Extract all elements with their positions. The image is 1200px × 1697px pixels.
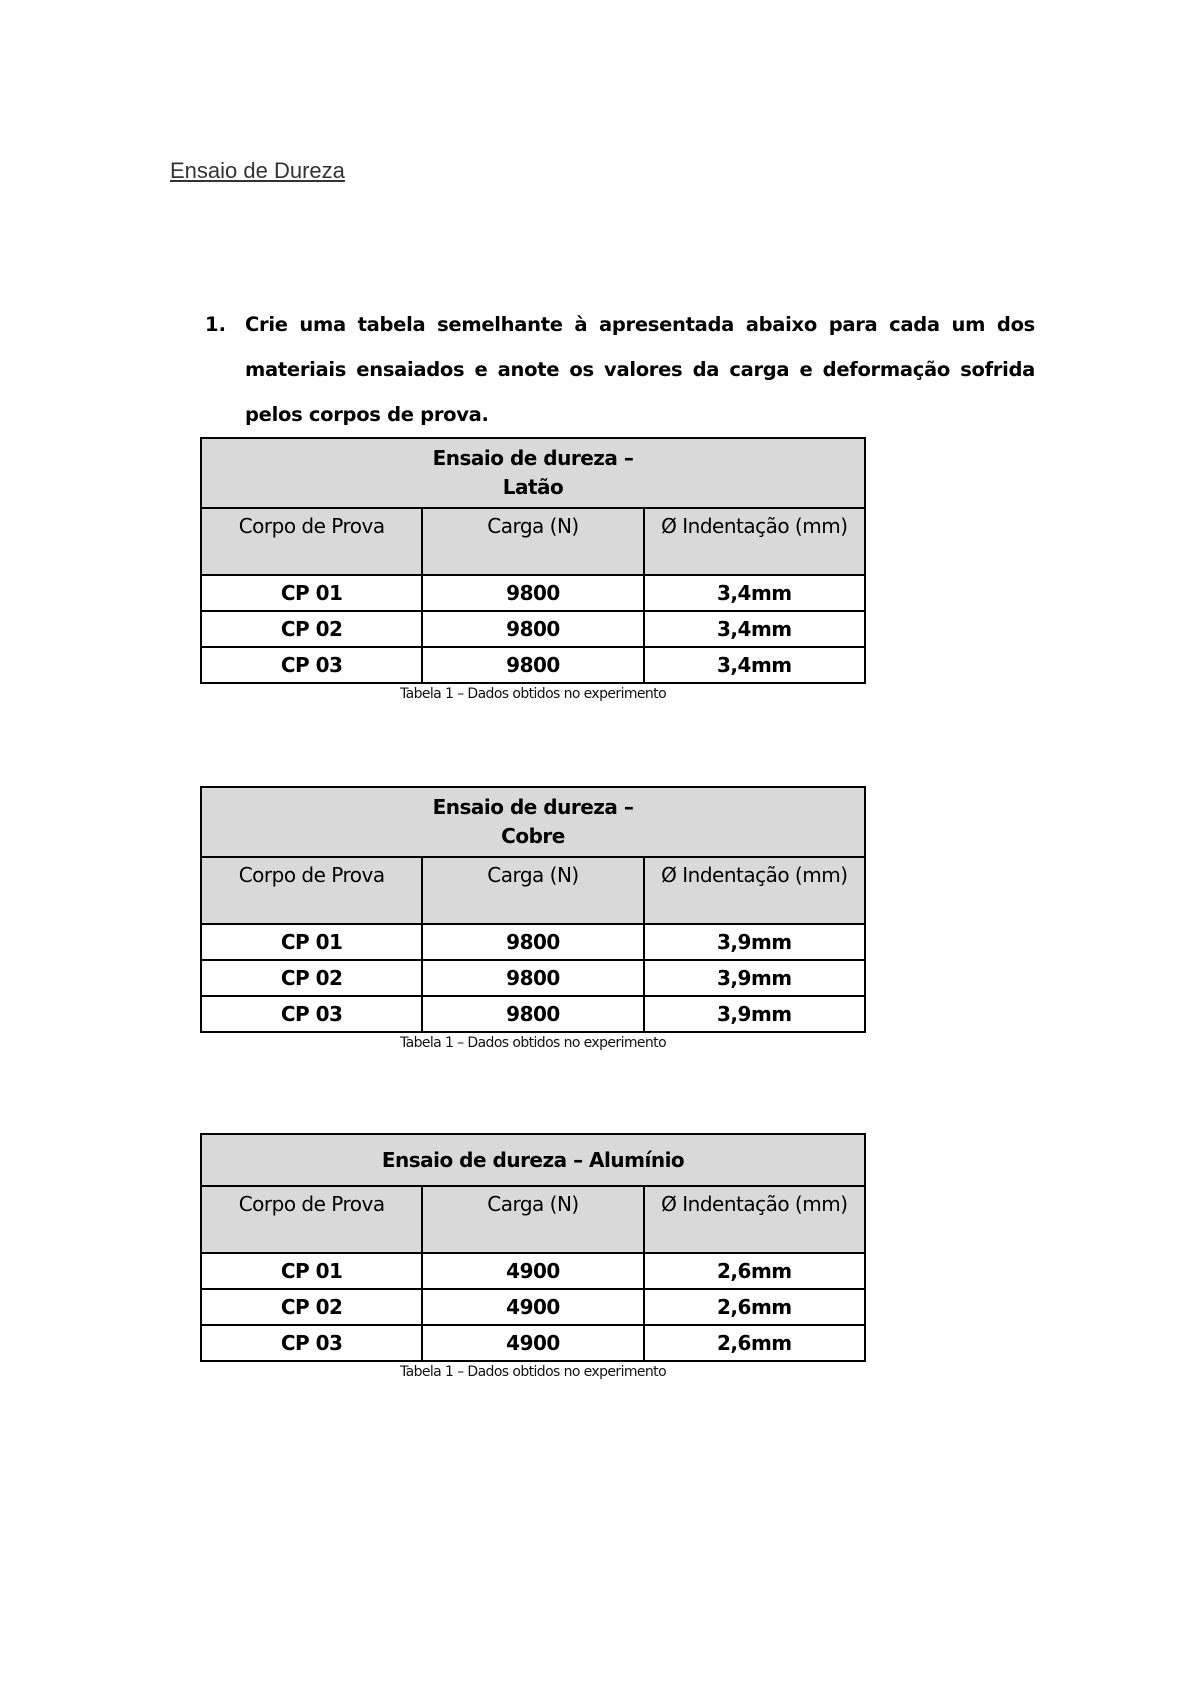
table-row xyxy=(201,575,865,611)
question-text: Crie uma tabela semelhante à apresentada abaixo para cada um dos materiais ensaiados e anote os valores da carga e deformação sofrida pelos corpos de prova. xyxy=(245,313,1035,426)
question-item xyxy=(205,302,1035,437)
table-block-latao xyxy=(200,437,866,702)
table-title xyxy=(201,787,865,857)
cell-indentacao: 3,4mm xyxy=(644,647,865,683)
cell-indentacao: 3,9mm xyxy=(644,996,865,1032)
table-title-text: Ensaio de dureza – xyxy=(432,446,634,470)
column-header-indentacao: Ø Indentação (mm) xyxy=(644,508,865,575)
cell-carga: 4900 xyxy=(422,1325,643,1361)
column-header-corpo: Corpo de Prova xyxy=(201,857,422,924)
table-caption: Tabela 1 – Dados obtidos no experimento xyxy=(399,686,667,702)
hardness-table-aluminio xyxy=(200,1133,866,1362)
cell-cp: CP 01 xyxy=(201,575,422,611)
table-row xyxy=(201,996,865,1032)
table-row xyxy=(201,1325,865,1361)
column-header-corpo: Corpo de Prova xyxy=(201,1186,422,1253)
cell-indentacao: 2,6mm xyxy=(644,1289,865,1325)
table-material: Latão xyxy=(502,475,564,499)
cell-cp: CP 03 xyxy=(201,996,422,1032)
table-block-cobre xyxy=(200,786,866,1051)
hardness-table-cobre xyxy=(200,786,866,1033)
cell-indentacao: 3,4mm xyxy=(644,575,865,611)
table-row xyxy=(201,647,865,683)
table-title xyxy=(201,438,865,508)
cell-indentacao: 2,6mm xyxy=(644,1253,865,1289)
cell-cp: CP 01 xyxy=(201,924,422,960)
cell-cp: CP 02 xyxy=(201,611,422,647)
cell-carga: 9800 xyxy=(422,996,643,1032)
column-header-carga: Carga (N) xyxy=(422,857,643,924)
table-row xyxy=(201,960,865,996)
column-header-carga: Carga (N) xyxy=(422,1186,643,1253)
cell-carga: 4900 xyxy=(422,1253,643,1289)
table-row xyxy=(201,1289,865,1325)
table-title-text: Ensaio de dureza – Alumínio xyxy=(381,1147,685,1172)
cell-indentacao: 3,4mm xyxy=(644,611,865,647)
cell-indentacao: 3,9mm xyxy=(644,960,865,996)
column-header-indentacao: Ø Indentação (mm) xyxy=(644,1186,865,1253)
table-material: Cobre xyxy=(501,824,565,848)
table-caption: Tabela 1 – Dados obtidos no experimento xyxy=(399,1035,667,1051)
page-title: Ensaio de Dureza xyxy=(170,158,345,183)
cell-cp: CP 02 xyxy=(201,960,422,996)
cell-carga: 9800 xyxy=(422,647,643,683)
cell-carga: 9800 xyxy=(422,960,643,996)
cell-cp: CP 03 xyxy=(201,647,422,683)
cell-indentacao: 2,6mm xyxy=(644,1325,865,1361)
cell-cp: CP 03 xyxy=(201,1325,422,1361)
column-header-corpo: Corpo de Prova xyxy=(201,508,422,575)
cell-carga: 9800 xyxy=(422,575,643,611)
hardness-table-latao xyxy=(200,437,866,684)
cell-cp: CP 01 xyxy=(201,1253,422,1289)
cell-carga: 4900 xyxy=(422,1289,643,1325)
table-row xyxy=(201,924,865,960)
table-title xyxy=(201,1134,865,1186)
table-row xyxy=(201,611,865,647)
question-number: 1. xyxy=(205,313,226,336)
column-header-indentacao: Ø Indentação (mm) xyxy=(644,857,865,924)
table-block-aluminio xyxy=(200,1133,866,1380)
cell-carga: 9800 xyxy=(422,924,643,960)
table-row xyxy=(201,1253,865,1289)
table-caption: Tabela 1 – Dados obtidos no experimento xyxy=(399,1364,667,1380)
column-header-carga: Carga (N) xyxy=(422,508,643,575)
table-title-text: Ensaio de dureza – xyxy=(432,795,634,819)
cell-cp: CP 02 xyxy=(201,1289,422,1325)
cell-indentacao: 3,9mm xyxy=(644,924,865,960)
cell-carga: 9800 xyxy=(422,611,643,647)
